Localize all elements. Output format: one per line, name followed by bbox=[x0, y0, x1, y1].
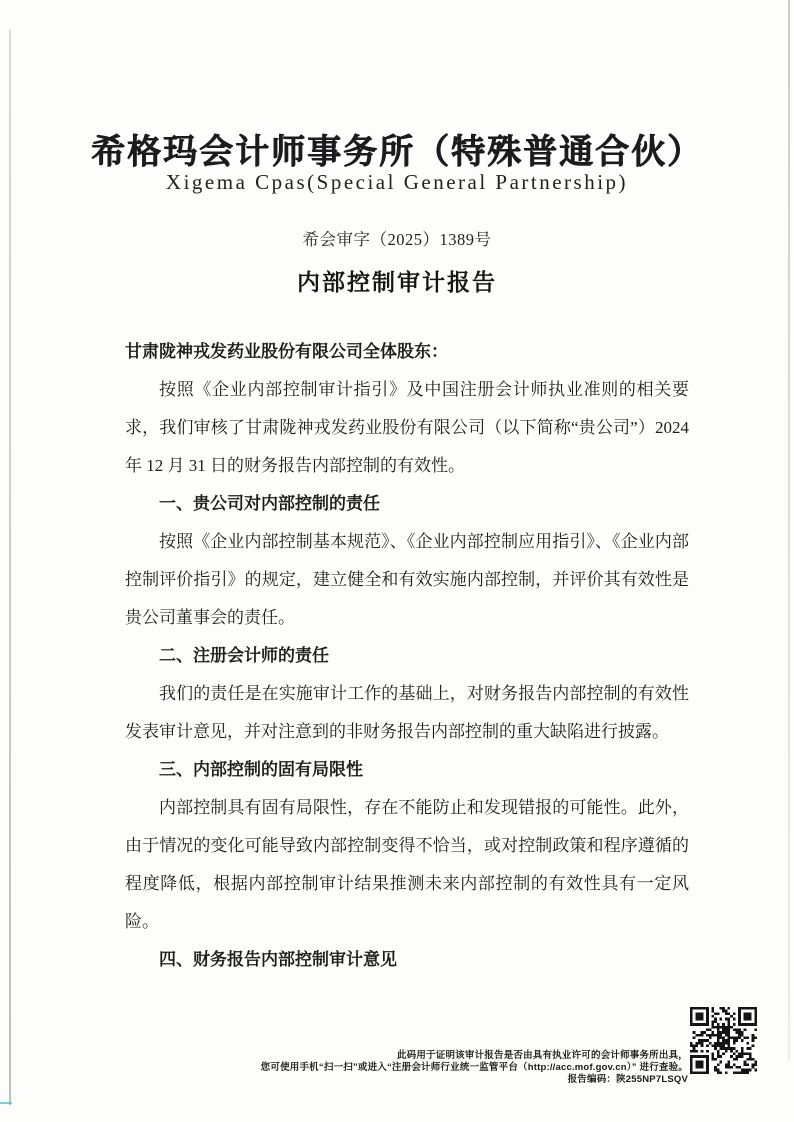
section-4-heading: 四、财务报告内部控制审计意见 bbox=[159, 950, 397, 969]
report-code: 报告编码：陕255NP7LSQV bbox=[567, 1074, 688, 1085]
report-title: 内部控制审计报告 bbox=[297, 269, 497, 295]
verification-note-line1: 此码用于证明该审计报告是否由具有执业许可的会计师事务所出具， bbox=[396, 1050, 688, 1061]
verification-note-line2: 您可使用手机“扫一扫”或进入“注册会计师行业统一监管平台（http://acc.mof.gov.cn）” 进行查验。 bbox=[260, 1062, 688, 1073]
section-3-heading: 三、内部控制的固有局限性 bbox=[159, 760, 363, 779]
scan-artifact-mark bbox=[0, 1102, 12, 1104]
qr-code bbox=[690, 1007, 757, 1074]
firm-name-cn: 希格玛会计师事务所（特殊普通合伙） bbox=[91, 133, 703, 171]
section-3-body: 内部控制具有固有局限性，存在不能防止和发现错报的可能性。此外，由于情况的变化可能导致内部控制变得不恰当，或对控制政策和程序遵循的程度降低，根据内部控制审计结果推测未来内部控制的有效性具有一定风险。 bbox=[125, 798, 689, 931]
intro-paragraph: 按照《企业内部控制审计指引》及中国注册会计师执业准则的相关要求，我们审核了甘肃陇神戎发药业股份有限公司（以下简称“贵公司”）2024 年 12 月 31 日的财务报告内部控制的有效性。 bbox=[125, 380, 689, 475]
section-1-body: 按照《企业内部控制基本规范》、《企业内部控制应用指引》、《企业内部控制评价指引》的规定，建立健全和有效实施内部控制，并评价其有效性是贵公司董事会的责任。 bbox=[125, 532, 689, 627]
verification-note bbox=[218, 1050, 688, 1086]
doc-number: 希会审字（2025）1389号 bbox=[302, 230, 492, 249]
salutation: 甘肃陇神戎发药业股份有限公司全体股东： bbox=[125, 342, 448, 361]
section-2-body: 我们的责任是在实施审计工作的基础上，对财务报告内部控制的有效性发表审计意见，并对注意到的非财务报告内部控制的重大缺陷进行披露。 bbox=[125, 684, 689, 741]
report-body bbox=[125, 333, 689, 979]
firm-name-en: Xigema Cpas(Special General Partnership) bbox=[165, 170, 629, 194]
section-2-heading: 二、注册会计师的责任 bbox=[159, 646, 329, 665]
section-1-heading: 一、贵公司对内部控制的责任 bbox=[159, 494, 380, 513]
